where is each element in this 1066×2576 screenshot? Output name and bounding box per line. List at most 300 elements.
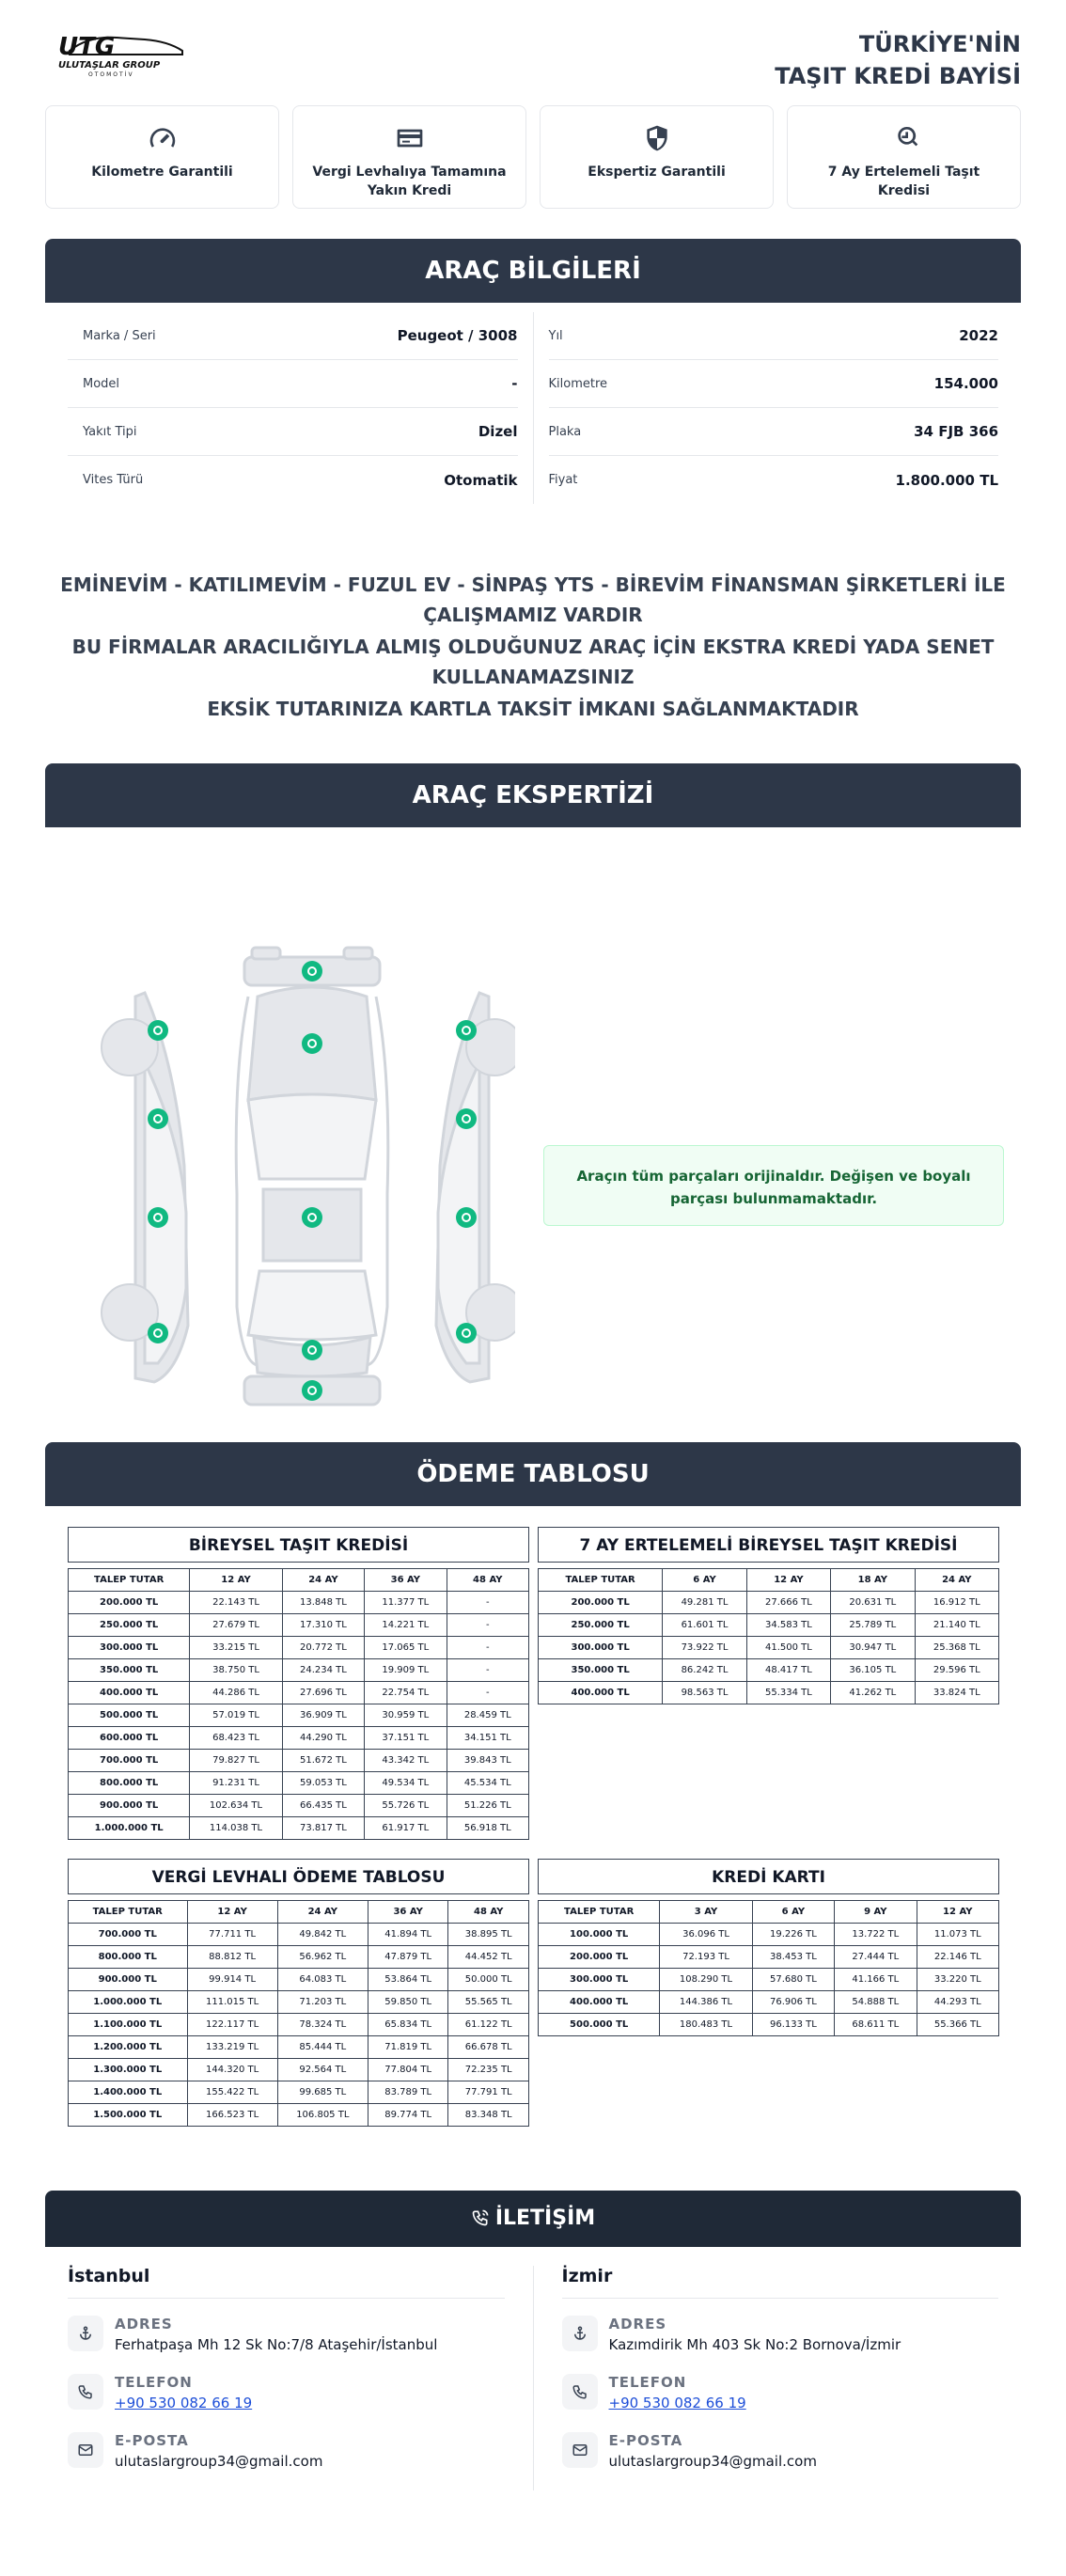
search-icon — [889, 123, 919, 153]
table-cell: 66.435 TL — [282, 1795, 364, 1817]
part-ok-marker — [302, 961, 322, 982]
header-title-line1: TÜRKİYE'NİN — [858, 31, 1021, 57]
table-cell: 1.000.000 TL — [69, 1817, 190, 1840]
table-cell: 800.000 TL — [69, 1946, 188, 1969]
table-cell: 38.895 TL — [448, 1924, 529, 1946]
phone-label: TELEFON — [115, 2374, 193, 2391]
table-cell: 11.073 TL — [917, 1924, 998, 1946]
credit-card-icon — [395, 123, 425, 153]
logo-sub-text: ULUTAŞLAR GROUP — [58, 60, 161, 71]
part-ok-marker — [302, 1207, 322, 1228]
table-cell: 33.220 TL — [917, 1969, 998, 1991]
table-cell: 33.824 TL — [915, 1682, 998, 1704]
table-row — [539, 2014, 999, 2036]
table-cell: 20.631 TL — [831, 1592, 915, 1614]
table-cell: 77.804 TL — [368, 2059, 448, 2081]
table-cell: 11.377 TL — [365, 1592, 447, 1614]
info-key: Fiyat — [548, 473, 578, 487]
info-row — [68, 408, 518, 456]
table-cell: 77.791 TL — [448, 2081, 529, 2104]
info-key: Yakıt Tipi — [83, 424, 137, 439]
info-row — [68, 360, 518, 408]
table-cell: 300.000 TL — [539, 1637, 663, 1659]
payment-title: ÖDEME TABLOSU — [45, 1442, 1021, 1506]
contact-email — [68, 2432, 505, 2470]
table-cell: 350.000 TL — [539, 1659, 663, 1682]
info-row — [68, 456, 518, 504]
table-cell: 43.342 TL — [365, 1750, 447, 1772]
feature-card-vergi — [292, 105, 526, 209]
table-cell: 99.914 TL — [187, 1969, 277, 1991]
table-cell: 45.534 TL — [447, 1772, 528, 1795]
table-cell: - — [447, 1637, 528, 1659]
part-ok-marker — [148, 1323, 168, 1343]
table-cell: 49.281 TL — [663, 1592, 746, 1614]
table-cell: 77.711 TL — [187, 1924, 277, 1946]
table-row — [69, 1795, 529, 1817]
table-cell: 111.015 TL — [187, 1991, 277, 2014]
logo-main-text: UTG — [58, 33, 116, 61]
feature-label: Ekspertiz Garantili — [588, 165, 726, 180]
table-cell: 49.534 TL — [365, 1772, 447, 1795]
table-cell: 144.386 TL — [660, 1991, 752, 2014]
notice-line: EMİNEVİM - KATILIMEVİM - FUZUL EV - SİNPAŞ YTS - BİREVİM FİNANSMAN ŞİRKETLERİ İLE ÇALIŞMAMIZ VARDIR — [60, 573, 1006, 626]
table-row — [69, 2104, 529, 2127]
table-cell: 13.848 TL — [282, 1592, 364, 1614]
table-header-cell: 12 AY — [746, 1569, 830, 1592]
table-row — [539, 1614, 999, 1637]
logo-tag-text: OTOMOTİV — [88, 71, 134, 78]
table-title: BİREYSEL TAŞIT KREDİSİ — [68, 1527, 529, 1563]
table-cell: 114.038 TL — [190, 1817, 282, 1840]
table-cell: 44.286 TL — [190, 1682, 282, 1704]
table-cell: 27.679 TL — [190, 1614, 282, 1637]
table-row — [539, 1682, 999, 1704]
table-header-row — [69, 1569, 529, 1592]
table-header-cell: 6 AY — [752, 1901, 834, 1924]
table-cell: 500.000 TL — [69, 1704, 190, 1727]
table-row — [69, 1682, 529, 1704]
table-cell: 27.696 TL — [282, 1682, 364, 1704]
table-header-cell: TALEP TUTAR — [69, 1569, 190, 1592]
table-cell: 61.917 TL — [365, 1817, 447, 1840]
anchor-icon — [562, 2316, 598, 2351]
table-cell: 92.564 TL — [277, 2059, 368, 2081]
table-cell: 14.221 TL — [365, 1614, 447, 1637]
table-cell: 91.231 TL — [190, 1772, 282, 1795]
table-cell: 250.000 TL — [69, 1614, 190, 1637]
info-key: Kilometre — [548, 376, 608, 391]
payment-section — [45, 1442, 1021, 2183]
table-cell: 41.262 TL — [831, 1682, 915, 1704]
address-value: Ferhatpaşa Mh 12 Sk No:7/8 Ataşehir/İstanbul — [115, 2336, 438, 2353]
table-cell: 16.912 TL — [915, 1592, 998, 1614]
feature-label: Kilometre Garantili — [91, 165, 233, 180]
table-cell: 48.417 TL — [746, 1659, 830, 1682]
contact-istanbul — [68, 2266, 534, 2490]
table-cell: 900.000 TL — [69, 1969, 188, 1991]
table-row — [539, 1946, 999, 1969]
contact-phone — [68, 2374, 505, 2411]
info-value: 154.000 — [933, 375, 998, 392]
table-cell: 66.678 TL — [448, 2036, 529, 2059]
table-cell: - — [447, 1659, 528, 1682]
car-logo-icon — [51, 26, 192, 79]
feature-label: 7 Ay Ertelemeli Taşıt Kredisi — [827, 165, 980, 198]
contact-izmir — [534, 2266, 999, 2490]
table-cell: 29.596 TL — [915, 1659, 998, 1682]
table-cell: 350.000 TL — [69, 1659, 190, 1682]
table-cell: 49.842 TL — [277, 1924, 368, 1946]
table-row — [69, 1727, 529, 1750]
table-cell: 55.334 TL — [746, 1682, 830, 1704]
table-cell: 100.000 TL — [539, 1924, 660, 1946]
info-row — [549, 408, 999, 456]
phone-icon — [562, 2374, 598, 2410]
table-cell: 51.672 TL — [282, 1750, 364, 1772]
table-cell: 180.483 TL — [660, 2014, 752, 2036]
contact-header — [45, 2191, 1021, 2247]
table-cell: 300.000 TL — [539, 1969, 660, 1991]
contact-title: İLETİŞİM — [494, 2207, 596, 2230]
table-cell: 47.879 TL — [368, 1946, 448, 1969]
table-cell: 68.611 TL — [835, 2014, 917, 2036]
part-ok-marker — [302, 1033, 322, 1054]
table-cell: 57.680 TL — [752, 1969, 834, 1991]
table-cell: 34.583 TL — [746, 1614, 830, 1637]
table-header-cell: 12 AY — [187, 1901, 277, 1924]
table-cell: 37.151 TL — [365, 1727, 447, 1750]
table-vergi — [68, 1859, 529, 2127]
table-cell: 89.774 TL — [368, 2104, 448, 2127]
table-bireysel — [68, 1527, 529, 1840]
table-header-cell: 48 AY — [448, 1901, 529, 1924]
table-cell: 30.959 TL — [365, 1704, 447, 1727]
anchor-icon — [68, 2316, 103, 2351]
table-header-cell: 12 AY — [917, 1901, 998, 1924]
table-cell: 22.143 TL — [190, 1592, 282, 1614]
info-row — [549, 456, 999, 504]
table-cell: 200.000 TL — [69, 1592, 190, 1614]
info-value: - — [511, 375, 518, 392]
phone-label: TELEFON — [608, 2374, 687, 2391]
mail-icon — [68, 2432, 103, 2468]
vehicle-info-title: ARAÇ BİLGİLERİ — [45, 239, 1021, 303]
table-cell: 33.215 TL — [190, 1637, 282, 1659]
table-cell: 88.812 TL — [187, 1946, 277, 1969]
table-cell: 155.422 TL — [187, 2081, 277, 2104]
table-cell: 85.444 TL — [277, 2036, 368, 2059]
table-header-cell: 12 AY — [190, 1569, 282, 1592]
table-cell: 57.019 TL — [190, 1704, 282, 1727]
phone-link[interactable]: +90 530 082 66 19 — [115, 2395, 253, 2411]
table-header-cell: 6 AY — [663, 1569, 746, 1592]
table-cell: 73.922 TL — [663, 1637, 746, 1659]
table-header-row — [539, 1569, 999, 1592]
table-cell: 83.789 TL — [368, 2081, 448, 2104]
table-row — [69, 1614, 529, 1637]
table-cell: 72.235 TL — [448, 2059, 529, 2081]
contact-phone — [562, 2374, 999, 2411]
part-ok-marker — [456, 1207, 477, 1228]
table-cell: 106.805 TL — [277, 2104, 368, 2127]
table-cell: 144.320 TL — [187, 2059, 277, 2081]
payment-table — [68, 1900, 529, 2127]
part-ok-marker — [148, 1020, 168, 1041]
table-cell: 39.843 TL — [447, 1750, 528, 1772]
table-cell: 30.947 TL — [831, 1637, 915, 1659]
table-cell: 38.750 TL — [190, 1659, 282, 1682]
table-cell: 36.096 TL — [660, 1924, 752, 1946]
table-cell: 61.601 TL — [663, 1614, 746, 1637]
table-cell: 36.105 TL — [831, 1659, 915, 1682]
part-ok-marker — [302, 1380, 322, 1401]
part-ok-marker — [456, 1020, 477, 1041]
contact-address — [68, 2316, 505, 2353]
table-cell: 56.918 TL — [447, 1817, 528, 1840]
address-label: ADRES — [115, 2316, 173, 2333]
table-cell: 41.500 TL — [746, 1637, 830, 1659]
table-cell: 38.453 TL — [752, 1946, 834, 1969]
notice-text — [45, 570, 1021, 726]
table-cell: 41.166 TL — [835, 1969, 917, 1991]
table-cell: 36.909 TL — [282, 1704, 364, 1727]
payment-table — [538, 1900, 999, 2036]
table-row — [69, 2081, 529, 2104]
table-row — [69, 1637, 529, 1659]
contact-address — [562, 2316, 999, 2353]
part-ok-marker — [456, 1323, 477, 1343]
table-cell: 72.193 TL — [660, 1946, 752, 1969]
table-cell: 44.290 TL — [282, 1727, 364, 1750]
table-header-cell: 36 AY — [365, 1569, 447, 1592]
table-cell: 76.906 TL — [752, 1991, 834, 2014]
table-kart — [538, 1859, 999, 2036]
email-label: E-POSTA — [608, 2432, 683, 2449]
table-row — [539, 1991, 999, 2014]
table-cell: 17.065 TL — [365, 1637, 447, 1659]
email-label: E-POSTA — [115, 2432, 189, 2449]
vehicle-info-right — [534, 312, 999, 504]
table-header-cell: 9 AY — [835, 1901, 917, 1924]
table-cell: 122.117 TL — [187, 2014, 277, 2036]
table-cell: - — [447, 1614, 528, 1637]
table-header-row — [69, 1901, 529, 1924]
info-value: 1.800.000 TL — [895, 471, 998, 489]
table-header-cell: 3 AY — [660, 1901, 752, 1924]
table-row — [69, 1817, 529, 1840]
notice-line: EKSİK TUTARINIZA KARTLA TAKSİT İMKANI SAĞLANMAKTADIR — [207, 698, 859, 720]
table-row — [539, 1637, 999, 1659]
table-cell: 400.000 TL — [69, 1682, 190, 1704]
table-cell: 55.565 TL — [448, 1991, 529, 2014]
table-ertelemeli — [538, 1527, 999, 1704]
part-ok-marker — [456, 1108, 477, 1129]
table-cell: 98.563 TL — [663, 1682, 746, 1704]
feature-card-ertelemeli — [787, 105, 1021, 209]
payment-table — [68, 1568, 529, 1840]
table-cell: 1.300.000 TL — [69, 2059, 188, 2081]
table-cell: 54.888 TL — [835, 1991, 917, 2014]
table-cell: 34.151 TL — [447, 1727, 528, 1750]
table-cell: 400.000 TL — [539, 1682, 663, 1704]
info-row — [549, 312, 999, 360]
shield-icon — [642, 123, 672, 153]
table-cell: 20.772 TL — [282, 1637, 364, 1659]
table-row — [69, 1946, 529, 1969]
contact-section — [45, 2191, 1021, 2490]
table-cell: 900.000 TL — [69, 1795, 190, 1817]
table-cell: 200.000 TL — [539, 1592, 663, 1614]
info-key: Yıl — [548, 328, 563, 343]
info-key: Model — [83, 376, 120, 391]
table-row — [69, 1750, 529, 1772]
info-row — [549, 360, 999, 408]
table-row — [69, 2059, 529, 2081]
part-ok-marker — [148, 1108, 168, 1129]
table-cell: 68.423 TL — [190, 1727, 282, 1750]
feature-cards — [45, 105, 1021, 209]
address-value: Kazımdirik Mh 403 Sk No:2 Bornova/İzmir — [608, 2336, 901, 2353]
mail-icon — [562, 2432, 598, 2468]
table-row — [69, 2014, 529, 2036]
table-cell: 102.634 TL — [190, 1795, 282, 1817]
phone-ring-icon — [471, 2208, 490, 2227]
table-row — [69, 1924, 529, 1946]
info-value: Otomatik — [444, 471, 518, 489]
table-row — [69, 1659, 529, 1682]
table-cell: 24.234 TL — [282, 1659, 364, 1682]
table-cell: 99.685 TL — [277, 2081, 368, 2104]
expertise-title: ARAÇ EKSPERTİZİ — [45, 763, 1021, 827]
table-cell: 59.850 TL — [368, 1991, 448, 2014]
table-row — [539, 1592, 999, 1614]
table-header-cell: 24 AY — [277, 1901, 368, 1924]
part-ok-marker — [302, 1340, 322, 1360]
table-cell: 86.242 TL — [663, 1659, 746, 1682]
table-title: 7 AY ERTELEMELİ BİREYSEL TAŞIT KREDİSİ — [538, 1527, 999, 1563]
table-cell: 51.226 TL — [447, 1795, 528, 1817]
table-cell: 1.100.000 TL — [69, 2014, 188, 2036]
info-value: Dizel — [478, 423, 518, 440]
table-cell: 83.348 TL — [448, 2104, 529, 2127]
speedometer-icon — [148, 123, 178, 153]
table-cell: 61.122 TL — [448, 2014, 529, 2036]
table-header-cell: 24 AY — [282, 1569, 364, 1592]
table-cell: 50.000 TL — [448, 1969, 529, 1991]
expertise-section — [45, 763, 1021, 1429]
table-cell: 700.000 TL — [69, 1750, 190, 1772]
feature-label: Vergi Levhalıya Tamamına Yakın Kredi — [312, 165, 507, 198]
table-cell: 700.000 TL — [69, 1924, 188, 1946]
table-cell: 1.400.000 TL — [69, 2081, 188, 2104]
expertise-status-message: Araçın tüm parçaları orijinaldır. Değişen ve boyalı parçası bulunmamaktadır. — [543, 1145, 1004, 1226]
table-cell: 59.053 TL — [282, 1772, 364, 1795]
table-cell: 28.459 TL — [447, 1704, 528, 1727]
info-key: Vites Türü — [83, 473, 144, 487]
table-cell: 19.909 TL — [365, 1659, 447, 1682]
table-cell: 13.722 TL — [835, 1924, 917, 1946]
header — [45, 26, 1021, 92]
part-ok-marker — [148, 1207, 168, 1228]
table-cell: 19.226 TL — [752, 1924, 834, 1946]
table-cell: 133.219 TL — [187, 2036, 277, 2059]
table-cell: 22.754 TL — [365, 1682, 447, 1704]
info-key: Plaka — [548, 424, 582, 439]
table-row — [539, 1924, 999, 1946]
table-cell: 1.200.000 TL — [69, 2036, 188, 2059]
table-cell: 25.789 TL — [831, 1614, 915, 1637]
table-row — [69, 2036, 529, 2059]
table-header-cell: TALEP TUTAR — [539, 1901, 660, 1924]
table-row — [539, 1659, 999, 1682]
brand-logo[interactable] — [51, 26, 201, 83]
table-cell: 41.894 TL — [368, 1924, 448, 1946]
table-cell: 73.817 TL — [282, 1817, 364, 1840]
phone-icon — [68, 2374, 103, 2410]
city-name: İstanbul — [68, 2266, 505, 2299]
info-value: 34 FJB 366 — [914, 423, 998, 440]
table-cell: 22.146 TL — [917, 1946, 998, 1969]
feature-card-ekspertiz — [540, 105, 774, 209]
table-cell: 71.203 TL — [277, 1991, 368, 2014]
address-label: ADRES — [608, 2316, 667, 2333]
car-diagram — [83, 931, 515, 1420]
table-cell: 166.523 TL — [187, 2104, 277, 2127]
table-cell: 27.444 TL — [835, 1946, 917, 1969]
info-value: Peugeot / 3008 — [397, 327, 518, 344]
phone-link[interactable]: +90 530 082 66 19 — [608, 2395, 746, 2411]
table-title: KREDİ KARTI — [538, 1859, 999, 1894]
table-header-cell: TALEP TUTAR — [539, 1569, 663, 1592]
header-title — [775, 28, 1021, 92]
vehicle-info-section — [45, 239, 1021, 504]
table-cell: 71.819 TL — [368, 2036, 448, 2059]
table-row — [69, 1592, 529, 1614]
email-value: ulutaslargroup34@gmail.com — [115, 2453, 323, 2470]
table-title: VERGİ LEVHALI ÖDEME TABLOSU — [68, 1859, 529, 1894]
feature-card-kilometre — [45, 105, 279, 209]
table-cell: 56.962 TL — [277, 1946, 368, 1969]
table-cell: 79.827 TL — [190, 1750, 282, 1772]
table-cell: 55.366 TL — [917, 2014, 998, 2036]
contact-email — [562, 2432, 999, 2470]
table-cell: 300.000 TL — [69, 1637, 190, 1659]
table-cell: 200.000 TL — [539, 1946, 660, 1969]
table-header-cell: TALEP TUTAR — [69, 1901, 188, 1924]
table-row — [69, 1772, 529, 1795]
vehicle-info-left — [68, 312, 534, 504]
table-cell: 55.726 TL — [365, 1795, 447, 1817]
table-cell: 600.000 TL — [69, 1727, 190, 1750]
table-cell: 21.140 TL — [915, 1614, 998, 1637]
table-cell: 25.368 TL — [915, 1637, 998, 1659]
info-value: 2022 — [959, 327, 998, 344]
table-cell: - — [447, 1682, 528, 1704]
table-header-cell: 18 AY — [831, 1569, 915, 1592]
table-cell: 1.000.000 TL — [69, 1991, 188, 2014]
table-cell: - — [447, 1592, 528, 1614]
table-row — [69, 1991, 529, 2014]
table-cell: 17.310 TL — [282, 1614, 364, 1637]
table-header-cell: 48 AY — [447, 1569, 528, 1592]
table-cell: 400.000 TL — [539, 1991, 660, 2014]
header-title-line2: TAŞIT KREDİ BAYİSİ — [775, 63, 1021, 89]
table-row — [539, 1969, 999, 1991]
table-cell: 1.500.000 TL — [69, 2104, 188, 2127]
table-header-cell: 36 AY — [368, 1901, 448, 1924]
table-cell: 64.083 TL — [277, 1969, 368, 1991]
